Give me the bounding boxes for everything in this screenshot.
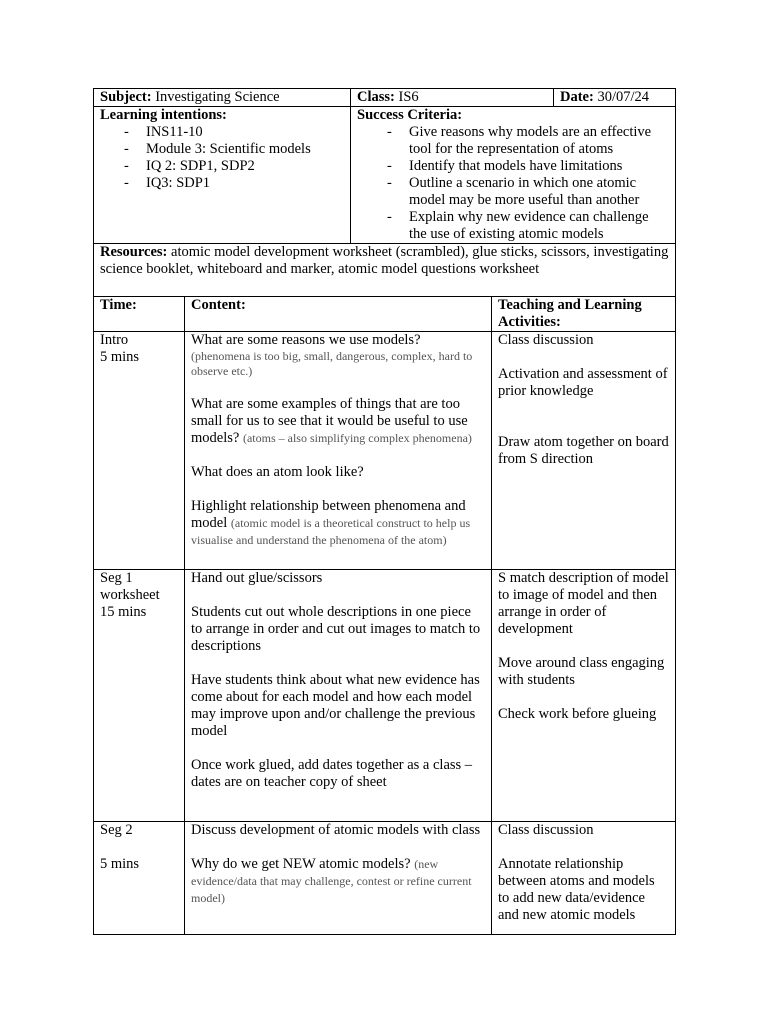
learning-intentions-label: Learning intentions: xyxy=(100,107,227,123)
lesson-plan-page xyxy=(93,88,675,935)
class-value: IS6 xyxy=(398,89,419,105)
subject-cell xyxy=(94,89,351,107)
resources-cell xyxy=(94,244,676,297)
date-label: Date: xyxy=(560,89,594,105)
list-item: - IQ 2: SDP1, SDP2 xyxy=(100,158,344,175)
content-cell: Discuss development of atomic models with class Why do we get NEW atomic models? (new evidence/data that may challenge, contest or refine current model) xyxy=(185,822,492,935)
time-cell: Intro 5 mins xyxy=(94,332,185,570)
list-item: - Give reasons why models are an effective tool for the representation of atoms xyxy=(357,124,669,158)
success-criteria-cell xyxy=(351,107,676,244)
content-cell: What are some reasons we use models? (phenomena is too big, small, dangerous, complex, hard to observe etc.) What are some examples of things that are too small for us to see that it would be useful to use models? (atoms – also simplifying complex phenomena) What does an atom look like? Highlight relationship between phenomena and model (atomic model is a theoretical construct to help us visualise and understand the phenomena of the atom) xyxy=(185,332,492,570)
content-cell: Hand out glue/scissors Students cut out whole descriptions in one piece to arrange in order and cut out images to match to descriptions Have students think about what new evidence has come about for each model and how each model may improve upon and/or challenge the previous model Once work glued, add dates together as a class – dates are on teacher copy of sheet xyxy=(185,570,492,822)
resources-text: atomic model development worksheet (scrambled), glue sticks, scissors, investigating science booklet, whiteboard and marker, atomic model questions worksheet xyxy=(100,244,669,277)
success-criteria-list xyxy=(357,124,669,243)
table-row xyxy=(94,332,676,570)
date-cell xyxy=(554,89,676,107)
class-label: Class: xyxy=(357,89,395,105)
learning-intentions-cell xyxy=(94,107,351,244)
success-criteria-label: Success Criteria: xyxy=(357,107,463,123)
learning-intentions-list xyxy=(100,124,344,192)
lesson-header-table xyxy=(93,88,676,297)
activities-cell: Class discussion Annotate relationship between atoms and models to add new data/evidence and new atomic models xyxy=(492,822,676,935)
class-cell xyxy=(351,89,554,107)
content-header: Content: xyxy=(185,297,492,332)
subject-value: Investigating Science xyxy=(155,89,280,105)
date-value: 30/07/24 xyxy=(597,89,650,105)
list-item: - INS11-10 xyxy=(100,124,344,141)
activities-cell: S match description of model to image of model and then arrange in order of development Move around class engaging with students Check work before glueing xyxy=(492,570,676,822)
activities-cell: Class discussion Activation and assessment of prior knowledge Draw atom together on board from S direction xyxy=(492,332,676,570)
subject-label: Subject: xyxy=(100,89,152,105)
lesson-plan-table xyxy=(93,296,676,935)
list-item: - Module 3: Scientific models xyxy=(100,141,344,158)
time-header: Time: xyxy=(94,297,185,332)
activities-header: Teaching and Learning Activities: xyxy=(492,297,676,332)
table-row xyxy=(94,570,676,822)
list-item: - IQ3: SDP1 xyxy=(100,175,344,192)
list-item: - Identify that models have limitations xyxy=(357,158,669,175)
list-item: - Explain why new evidence can challenge the use of existing atomic models xyxy=(357,209,669,243)
resources-label: Resources: xyxy=(100,244,168,260)
list-item: - Outline a scenario in which one atomic model may be more useful than another xyxy=(357,175,669,209)
time-cell: Seg 2 5 mins xyxy=(94,822,185,935)
table-row xyxy=(94,822,676,935)
time-cell: Seg 1 worksheet 15 mins xyxy=(94,570,185,822)
